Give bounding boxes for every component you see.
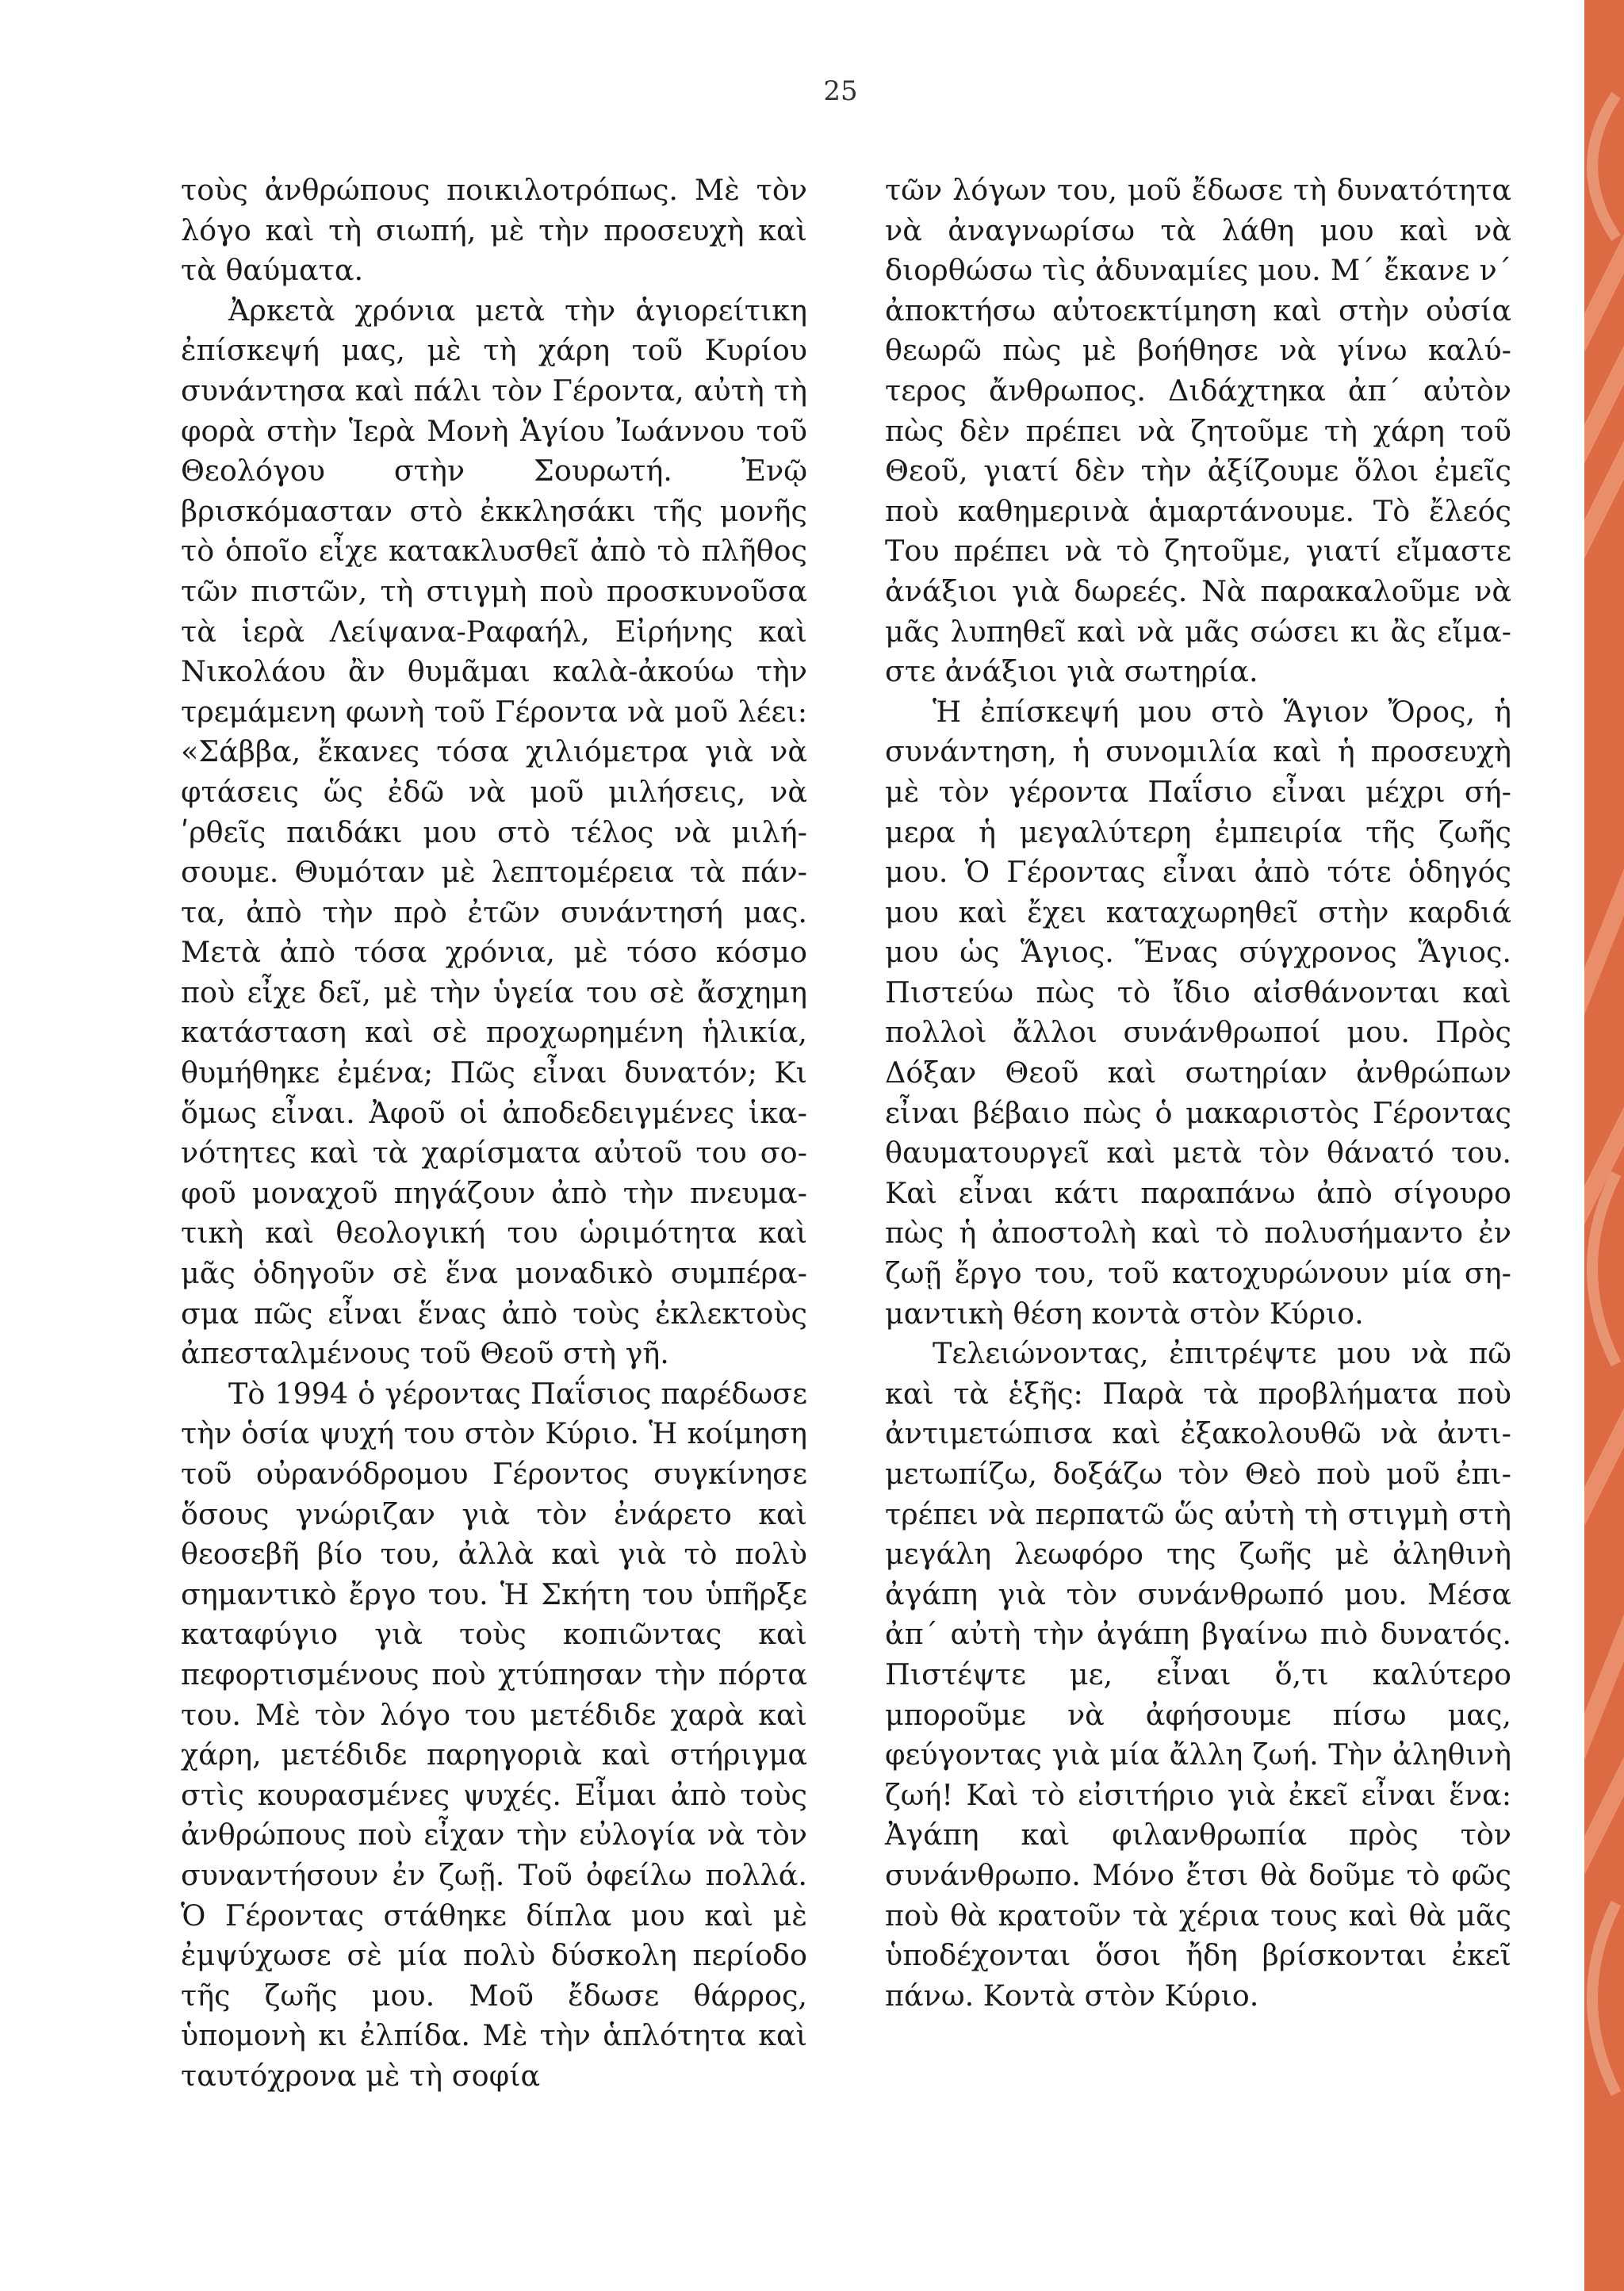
side-band-pattern — [1584, 0, 1624, 2291]
decorative-side-band — [1584, 0, 1624, 2291]
paragraph: Ἀρκετὰ χρόνια μετὰ τὴν ἁγιορείτικη ἐπίσκεψή μας, μὲ τὴ χάρη τοῦ Κυρίου συνάντησα καὶ πάλι τὸν Γέροντα, αὐτὴ τὴ φορὰ στὴν Ἱερὰ Μονὴ Ἁγίου Ἰωάννου τοῦ Θεολόγου στὴν Σουρωτή. Ἐνῷ βρισκόμασταν στὸ ἐκκλησάκι τῆς μονῆς τὸ ὁποῖο εἶχε κατακλυσθεῖ ἀπὸ τὸ πλῆθος τῶν πιστῶν, τὴ στιγμὴ ποὺ προσκυνοῦσα τὰ ἱερὰ Λείψανα-Ραφαήλ, Εἰρήνης καὶ Νικολάου ἂν θυμᾶμαι καλὰ-ἀκούω τὴν τρεμάμενη φωνὴ τοῦ Γέροντα νὰ μοῦ λέει: «Σάββα, ἔκανες τόσα χιλιόμετρα γιὰ νὰ φτάσεις ὥς ἐδῶ νὰ μοῦ μιλήσεις, νὰ ʹρθεῖς παιδάκι μου στὸ τέλος νὰ μιλήσουμε. Θυμόταν μὲ λεπτομέρεια τὰ πάντα, ἀπὸ τὴν πρὸ ἐτῶν συνάντησή μας. Μετὰ ἀπὸ τόσα χρόνια, μὲ τόσο κόσμο ποὺ εἶχε δεῖ, μὲ τὴν ὑγεία του σὲ ἄσχημη κατάσταση καὶ σὲ προχωρημένη ἡλικία, θυμήθηκε ἐμένα; Πῶς εἶναι δυνατόν; Κι ὅμως εἶναι. Ἀφοῦ οἱ ἀποδεδειγμένες ἱκανότητες καὶ τὰ χαρίσματα αὐτοῦ του σοφοῦ μοναχοῦ πηγάζουν ἀπὸ τὴν πνευματικὴ καὶ θεολογική του ὡριμότητα καὶ μᾶς ὁδηγοῦν σὲ ἕνα μοναδικὸ συμπέρασμα πῶς εἶναι ἕνας ἀπὸ τοὺς ἐκλεκτοὺς ἀπεσταλμένους τοῦ Θεοῦ στὴ γῆ. — [181, 293, 807, 1371]
paragraph: Τὸ 1994 ὁ γέροντας Παΐσιος παρέδωσε τὴν ὁσία ψυχή του στὸν Κύριο. Ἡ κοίμηση τοῦ οὐρανόδρομου Γέροντος συγκίνησε ὅσους γνώριζαν γιὰ τὸν ἐνάρετο καὶ θεοσεβῆ βίο του, ἀλλὰ καὶ γιὰ τὸ πολὺ σημαντικὸ ἔργο του. Ἡ Σκήτη του ὑπῆρξε καταφύγιο γιὰ τοὺς κοπιῶντας καὶ πεφορτισμένους ποὺ χτύπησαν τὴν πόρτα του. Μὲ τὸν λόγο του μετέδιδε χαρὰ καὶ χάρη, μετέδιδε παρηγοριὰ καὶ στήριγμα στὶς κουρασμένες ψυχές. Εἶμαι ἀπὸ τοὺς ἀνθρώπους ποὺ εἶχαν τὴν εὐλογία νὰ τὸν συναντήσουν ἐν ζωῇ. Τοῦ ὀφείλω πολλά. Ὁ Γέροντας στάθηκε δίπλα μου καὶ μὲ ἐμψύχωσε σὲ μία πολὺ δύσκολη περίοδο τῆς ζωῆς μου. Μοῦ ἔδωσε θάρρος, ὑπομονὴ κι ἐλπίδα. Μὲ τὴν ἁπλότητα καὶ ταυτόχρονα μὲ τὴ σοφία — [181, 1376, 807, 2093]
paragraph: Τελειώνοντας, ἐπιτρέψτε μου νὰ πῶ καὶ τὰ ἑξῆς: Παρὰ τὰ προβλήματα ποὺ ἀντιμετώπισα καὶ ἐξακολουθῶ νὰ ἀντιμετωπίζω, δοξάζω τὸν Θεὸ ποὺ μοῦ ἐπιτρέπει νὰ περπατῶ ὥς αὐτὴ τὴ στιγμὴ στὴ μεγάλη λεωφόρο της ζωῆς μὲ ἀληθινὴ ἀγάπη γιὰ τὸν συνάνθρωπό μου. Μέσα ἀπ΄ αὐτὴ τὴν ἀγάπη βγαίνω πιὸ δυνατός. Πιστέψτε με, εἶναι ὅ,τι καλύτερο μποροῦμε νὰ ἀφήσουμε πίσω μας, φεύγοντας γιὰ μία ἄλλη ζωή. Τὴν ἀληθινὴ ζωή! Καὶ τὸ εἰσιτήριο γιὰ ἐκεῖ εἶναι ἕνα: Ἀγάπη καὶ φιλανθρωπία πρὸς τὸν συνάνθρωπο. Μόνο ἔτσι θὰ δοῦμε τὸ φῶς ποὺ θὰ κρατοῦν τὰ χέρια τους καὶ θὰ μᾶς ὑποδέχονται ὅσοι ἤδη βρίσκονται ἐκεῖ πάνω. Κοντὰ στὸν Κύριο. — [885, 1336, 1511, 2013]
page-number: 25 — [823, 75, 858, 107]
right-text-column — [885, 170, 1511, 2016]
left-text-column — [181, 170, 807, 2097]
paragraph-continued: τῶν λόγων του, μοῦ ἔδωσε τὴ δυνατότητα νὰ ἀναγνωρίσω τὰ λάθη μου καὶ νὰ διορθώσω τὶς ἀδυναμίες μου. Μ΄ ἔκανε ν΄ ἀποκτήσω αὐτοεκτίμηση καὶ στὴν οὐσία θεωρῶ πὼς μὲ βοήθησε νὰ γίνω καλύτερος ἄνθρωπος. Διδάχτηκα ἀπ΄ αὐτὸν πὼς δὲν πρέπει νὰ ζητοῦμε τὴ χάρη τοῦ Θεοῦ, γιατί δὲν τὴν ἀξίζουμε ὅλοι ἐμεῖς ποὺ καθημερινὰ ἁμαρτάνουμε. Τὸ ἔλεός Του πρέπει νὰ τὸ ζητοῦμε, γιατί εἴμαστε ἀνάξιοι γιὰ δωρεές. Νὰ παρακαλοῦμε νὰ μᾶς λυπηθεῖ καὶ νὰ μᾶς σώσει κι ἂς εἴμαστε ἀνάξιοι γιὰ σωτηρία. — [885, 173, 1511, 689]
paragraph: Ἡ ἐπίσκεψή μου στὸ Ἅγιον Ὄρος, ἡ συνάντηση, ἡ συνομιλία καὶ ἡ προσευχὴ μὲ τὸν γέροντα Παΐσιο εἶναι μέχρι σήμερα ἡ μεγαλύτερη ἐμπειρία τῆς ζωῆς μου. Ὁ Γέροντας εἶναι ἀπὸ τότε ὁδηγός μου καὶ ἔχει καταχωρηθεῖ στὴν καρδιά μου ὡς Ἅγιος. Ἕνας σύγχρονος Ἅγιος. Πιστεύω πὼς τὸ ἴδιο αἰσθάνονται καὶ πολλοὶ ἄλλοι συνάνθρωποί μου. Πρὸς Δόξαν Θεοῦ καὶ σωτηρίαν ἀνθρώπων εἶναι βέβαιο πὼς ὁ μακαριστὸς Γέροντας θαυματουργεῖ καὶ μετὰ τὸν θάνατό του. Καὶ εἶναι κάτι παραπάνω ἀπὸ σίγουρο πὼς ἡ ἀποστολὴ καὶ τὸ πολυσήμαντο ἐν ζωῇ ἔργο του, τοῦ κατοχυρώνουν μία σημαντικὴ θέση κοντὰ στὸν Κύριο. — [885, 694, 1511, 1331]
paragraph-continued: τοὺς ἀνθρώπους ποικιλοτρόπως. Μὲ τὸν λόγο καὶ τὴ σιωπή, μὲ τὴν προσευχὴ καὶ τὰ θαύματα. — [181, 173, 807, 288]
